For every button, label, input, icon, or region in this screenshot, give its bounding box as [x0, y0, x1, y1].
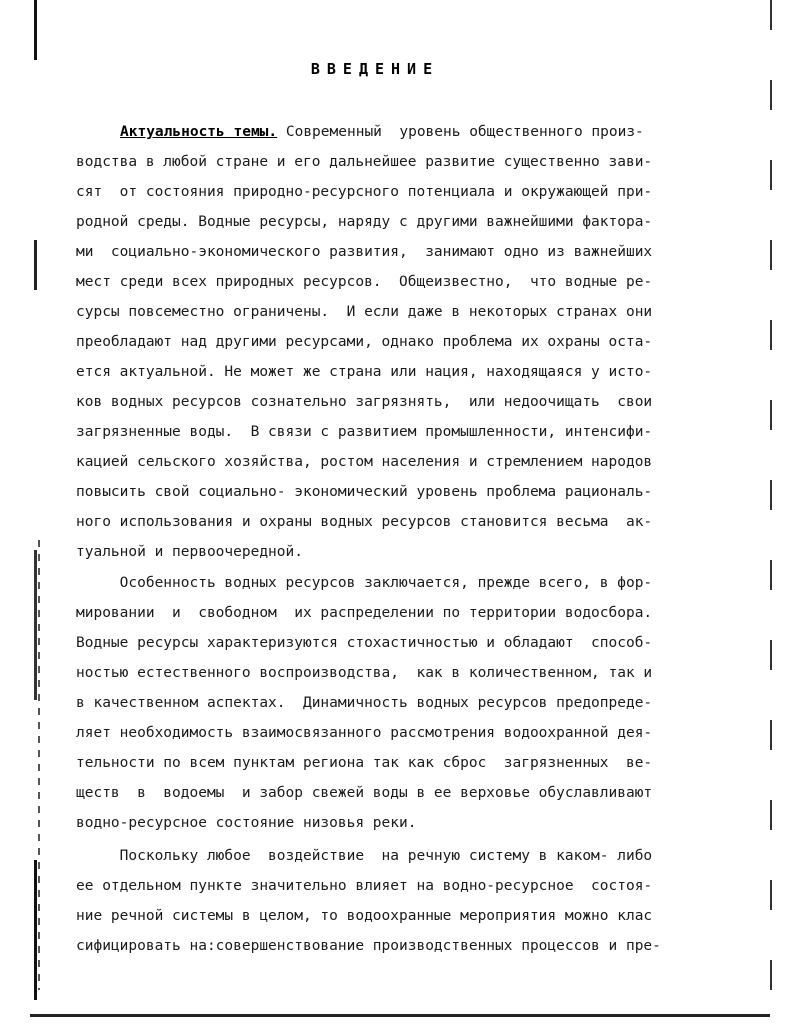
paragraph-2-line-7: тельности по всем пунктам региона так как сброс загрязненных ве- [76, 755, 653, 771]
scan-edge-bottom [30, 1014, 770, 1017]
paragraph-2-line-1: Особенность водных ресурсов заключается, прежде всего, в фор- [76, 575, 653, 591]
paragraph-2-line-6: ляет необходимость взаимосвязанного рассмотрения водоохранной дея- [76, 725, 653, 741]
paragraph-1-line-3: сят от состояния природно-ресурсного потенциала и окружающей при- [76, 184, 653, 200]
scan-edge-left-inner [38, 540, 40, 990]
paragraph-2-line-4: ностью естественного воспроизводства, как в количественном, так и [76, 665, 653, 681]
paragraph-2-line-2: мировании и свободном их распределении по территории водосбора. [76, 605, 653, 621]
paragraph-3-line-4: сифицировать на:совершенствование производственных процессов и пре- [76, 938, 661, 954]
paragraph-1-line-13: повысить свой социально- экономический уровень проблема рациональ- [76, 484, 653, 500]
scan-edge-right [770, 0, 772, 1024]
paragraph-3-line-1: Поскольку любое воздействие на речную систему в каком- либо [76, 848, 653, 864]
section-heading: Актуальность темы. [120, 124, 278, 140]
paragraph-1-line-15: туальной и первоочередной. [76, 544, 303, 560]
paragraph-1-line-4: родной среды. Водные ресурсы, наряду с другими важнейшими фактора- [76, 214, 653, 230]
paragraph-1-line-12: кацией сельского хозяйства, ростом населения и стремлением народов [76, 454, 653, 470]
paragraph-1-line-1 [120, 117, 644, 147]
paragraph-1-line-9: ется актуальной. Не может же страна или нация, находящаяся у исто- [76, 364, 653, 380]
paragraph-1-line-7: сурсы повсеместно ограничены. И если даже в некоторых странах они [76, 304, 653, 320]
paragraph-3-line-2: ее отдельном пункте значительно влияет на водно-ресурсное состоя- [76, 878, 653, 894]
paragraph-1-line-8: преобладают над другими ресурсами, однако проблема их охраны оста- [76, 334, 653, 350]
paragraph-1-line-5: ми социально-экономического развития, занимают одно из важнейших [76, 244, 653, 260]
paragraph-1-line-6: мест среди всех природных ресурсов. Общеизвестно, что водные ре- [76, 274, 653, 290]
paragraph-2-line-8: ществ в водоемы и забор свежей воды в ее верховье обуславливают [76, 785, 653, 801]
paragraph-1-line-14: ного использования и охраны водных ресурсов становится весьма ак- [76, 514, 653, 530]
scan-edge-left [34, 0, 37, 1024]
paragraph-1-line-2: водства в любой стране и его дальнейшее развитие существенно зави- [76, 154, 653, 170]
document-title: ВВЕДЕНИЕ [310, 60, 440, 78]
paragraph-1-line-11: загрязненные воды. В связи с развитием промышленности, интенсифи- [76, 424, 653, 440]
paragraph-2-line-5: в качественном аспектах. Динамичность водных ресурсов предопреде- [76, 695, 653, 711]
paragraph-3-line-3: ние речной системы в целом, то водоохранные мероприятия можно клас [76, 908, 653, 924]
paragraph-2-line-3: Водные ресурсы характеризуются стохастичностью и обладают способ- [76, 635, 653, 651]
paragraph-2-line-9: водно-ресурсное состояние низовья реки. [76, 815, 417, 831]
paragraph-1-line-1-text: Современный уровень общественного произ- [277, 124, 644, 140]
paragraph-1-line-10: ков водных ресурсов сознательно загрязнять, или недоочищать свои [76, 394, 653, 410]
